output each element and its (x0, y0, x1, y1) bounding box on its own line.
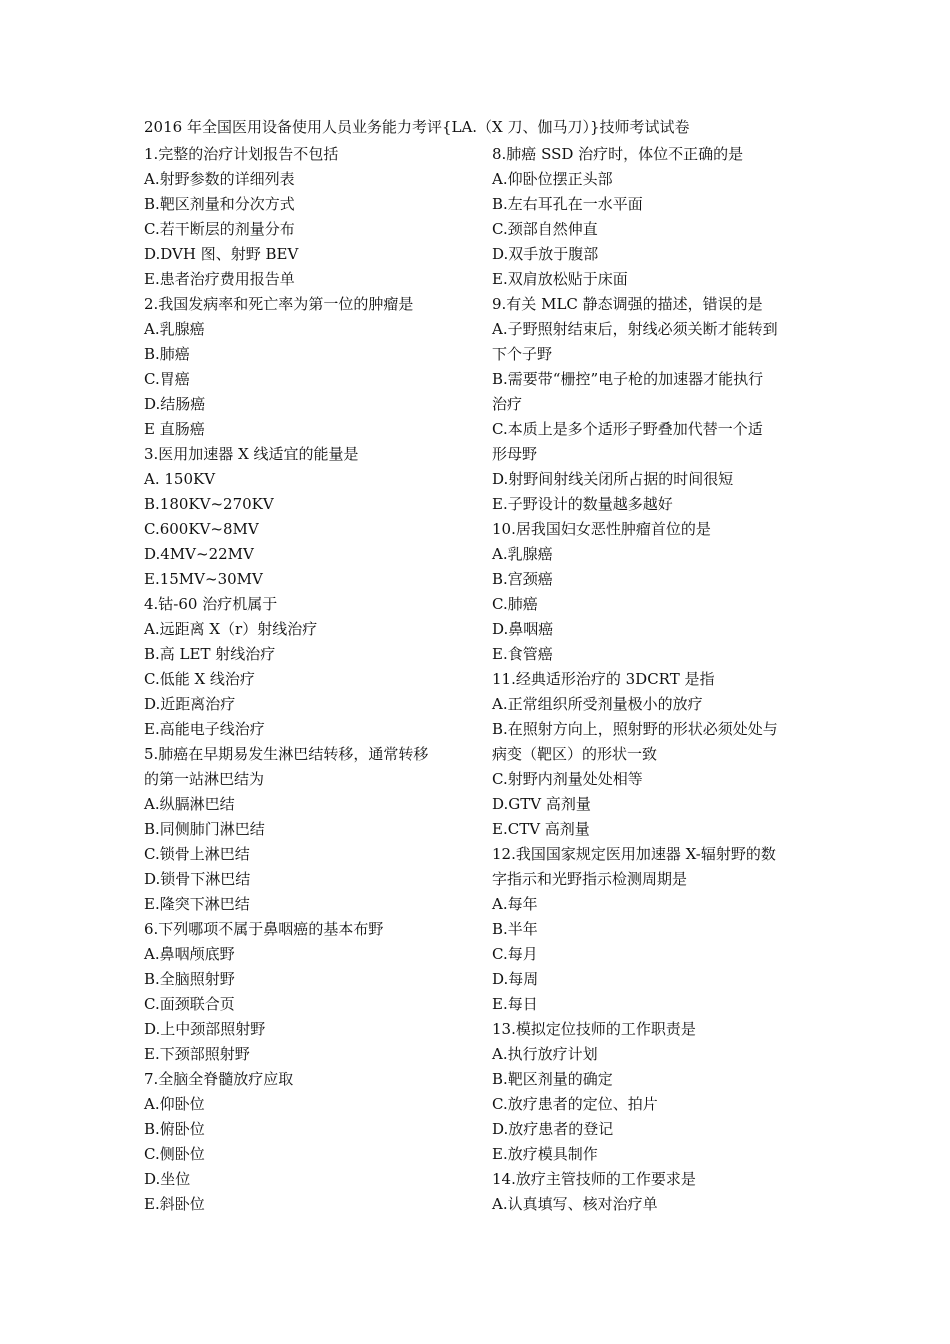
left-column (144, 142, 474, 1217)
text-line: D.上中颈部照射野 (144, 1020, 266, 1038)
text-line: E.15MV~30MV (144, 570, 263, 588)
text-line: 10.居我国妇女恶性肿瘤首位的是 (492, 520, 711, 538)
text-line: E.患者治疗费用报告单 (144, 270, 295, 288)
text-line: 7.全脑全脊髓放疗应取 (144, 1070, 294, 1088)
text-line: D.放疗患者的登记 (492, 1120, 614, 1138)
text-line: C.600KV~8MV (144, 520, 259, 538)
text-line: 下个子野 (492, 345, 553, 363)
text-line: E.CTV 高剂量 (492, 820, 590, 838)
text-line: 11.经典适形治疗的 3DCRT 是指 (492, 670, 715, 688)
text-line: D.锁骨下淋巴结 (144, 870, 251, 888)
text-line: E.子野设计的数量越多越好 (492, 495, 673, 513)
text-line: 字指示和光野指示检测周期是 (492, 870, 688, 888)
text-line: D.4MV~22MV (144, 545, 254, 563)
text-line: D.鼻咽癌 (492, 620, 554, 638)
text-line: C.低能 X 线治疗 (144, 670, 255, 688)
text-line: A.射野参数的详细列表 (144, 170, 295, 188)
text-line: B.同侧肺门淋巴结 (144, 820, 265, 838)
text-line: B.在照射方向上，照射野的形状必须处处与 (492, 720, 778, 738)
text-line: E.每日 (492, 995, 538, 1013)
text-line: E.隆突下淋巴结 (144, 895, 250, 913)
text-line: A.乳腺癌 (492, 545, 553, 563)
text-line: C.面颈联合页 (144, 995, 235, 1013)
text-line: 1.完整的治疗计划报告不包括 (144, 145, 339, 163)
text-line: B.需要带“栅控”电子枪的加速器才能执行 (492, 370, 764, 388)
text-line: C.侧卧位 (144, 1145, 205, 1163)
text-line: E 直肠癌 (144, 420, 205, 438)
text-line: E.双肩放松贴于床面 (492, 270, 628, 288)
text-line: B.180KV~270KV (144, 495, 274, 513)
text-line: 9.有关 MLC 静态调强的描述，错误的是 (492, 295, 763, 313)
text-line: A.每年 (492, 895, 538, 913)
text-line: C.每月 (492, 945, 538, 963)
text-line: 4.钴-60 治疗机属于 (144, 595, 278, 613)
text-line: 5.肺癌在早期易发生淋巴结转移，通常转移 (144, 745, 429, 763)
text-line: E.高能电子线治疗 (144, 720, 265, 738)
text-line: D.坐位 (144, 1170, 191, 1188)
text-line: C.本质上是多个适形子野叠加代替一个适 (492, 420, 763, 438)
text-line: 病变（靶区）的形状一致 (492, 745, 658, 763)
text-line: D.DVH 图、射野 BEV (144, 245, 299, 263)
text-line: D.近距离治疗 (144, 695, 236, 713)
text-line: 3.医用加速器 X 线适宜的能量是 (144, 445, 359, 463)
text-line: C.颈部自然伸直 (492, 220, 598, 238)
text-line: B.全脑照射野 (144, 970, 235, 988)
text-line: E.下颈部照射野 (144, 1045, 250, 1063)
text-line: 形母野 (492, 445, 538, 463)
text-line: C.肺癌 (492, 595, 538, 613)
document-title: 2016 年全国医用设备使用人员业务能力考评{LA.（X 刀、伽马刀）}技师考试试卷 (144, 118, 690, 136)
text-line: B.肺癌 (144, 345, 190, 363)
text-line: B.半年 (492, 920, 538, 938)
text-line: C.胃癌 (144, 370, 190, 388)
text-line: 14.放疗主管技师的工作要求是 (492, 1170, 696, 1188)
text-line: 6.下列哪项不属于鼻咽癌的基本布野 (144, 920, 384, 938)
text-line: C.锁骨上淋巴结 (144, 845, 250, 863)
text-line: 13.模拟定位技师的工作职责是 (492, 1020, 696, 1038)
text-line: 12.我国国家规定医用加速器 X-辐射野的数 (492, 845, 776, 863)
text-line: B.高 LET 射线治疗 (144, 645, 276, 663)
text-line: B.左右耳孔在一水平面 (492, 195, 643, 213)
text-line: D.双手放于腹部 (492, 245, 599, 263)
text-line: C.若干断层的剂量分布 (144, 220, 295, 238)
text-line: A.执行放疗计划 (492, 1045, 598, 1063)
text-line: B.俯卧位 (144, 1120, 205, 1138)
text-line: A.仰卧位摆正头部 (492, 170, 613, 188)
text-line: E.食管癌 (492, 645, 553, 663)
text-line: A.正常组织所受剂量极小的放疗 (492, 695, 703, 713)
text-line: E.斜卧位 (144, 1195, 205, 1213)
text-line: A.鼻咽颅底野 (144, 945, 235, 963)
text-line: B.靶区剂量和分次方式 (144, 195, 295, 213)
text-line: A.纵膈淋巴结 (144, 795, 235, 813)
text-line: C.射野内剂量处处相等 (492, 770, 643, 788)
text-line: 8.肺癌 SSD 治疗时，体位不正确的是 (492, 145, 744, 163)
text-line: A.远距离 X（r）射线治疗 (144, 620, 318, 638)
text-line: B.宫颈癌 (492, 570, 553, 588)
text-line: A.仰卧位 (144, 1095, 205, 1113)
text-line: A.子野照射结束后，射线必须关断才能转到 (492, 320, 778, 338)
text-line: A.乳腺癌 (144, 320, 205, 338)
text-line: D.每周 (492, 970, 539, 988)
text-line: E.放疗模具制作 (492, 1145, 598, 1163)
text-line: D.结肠癌 (144, 395, 206, 413)
text-line: B.靶区剂量的确定 (492, 1070, 613, 1088)
text-line: C.放疗患者的定位、拍片 (492, 1095, 658, 1113)
text-line: A.认真填写、核对治疗单 (492, 1195, 658, 1213)
text-line: D.射野间射线关闭所占据的时间很短 (492, 470, 734, 488)
text-line: 治疗 (492, 395, 523, 413)
text-line: D.GTV 高剂量 (492, 795, 591, 813)
text-line: A. 150KV (144, 470, 216, 488)
text-line: 2.我国发病率和死亡率为第一位的肿瘤是 (144, 295, 414, 313)
text-line: 的第一站淋巴结为 (144, 770, 265, 788)
right-column (492, 142, 822, 1217)
